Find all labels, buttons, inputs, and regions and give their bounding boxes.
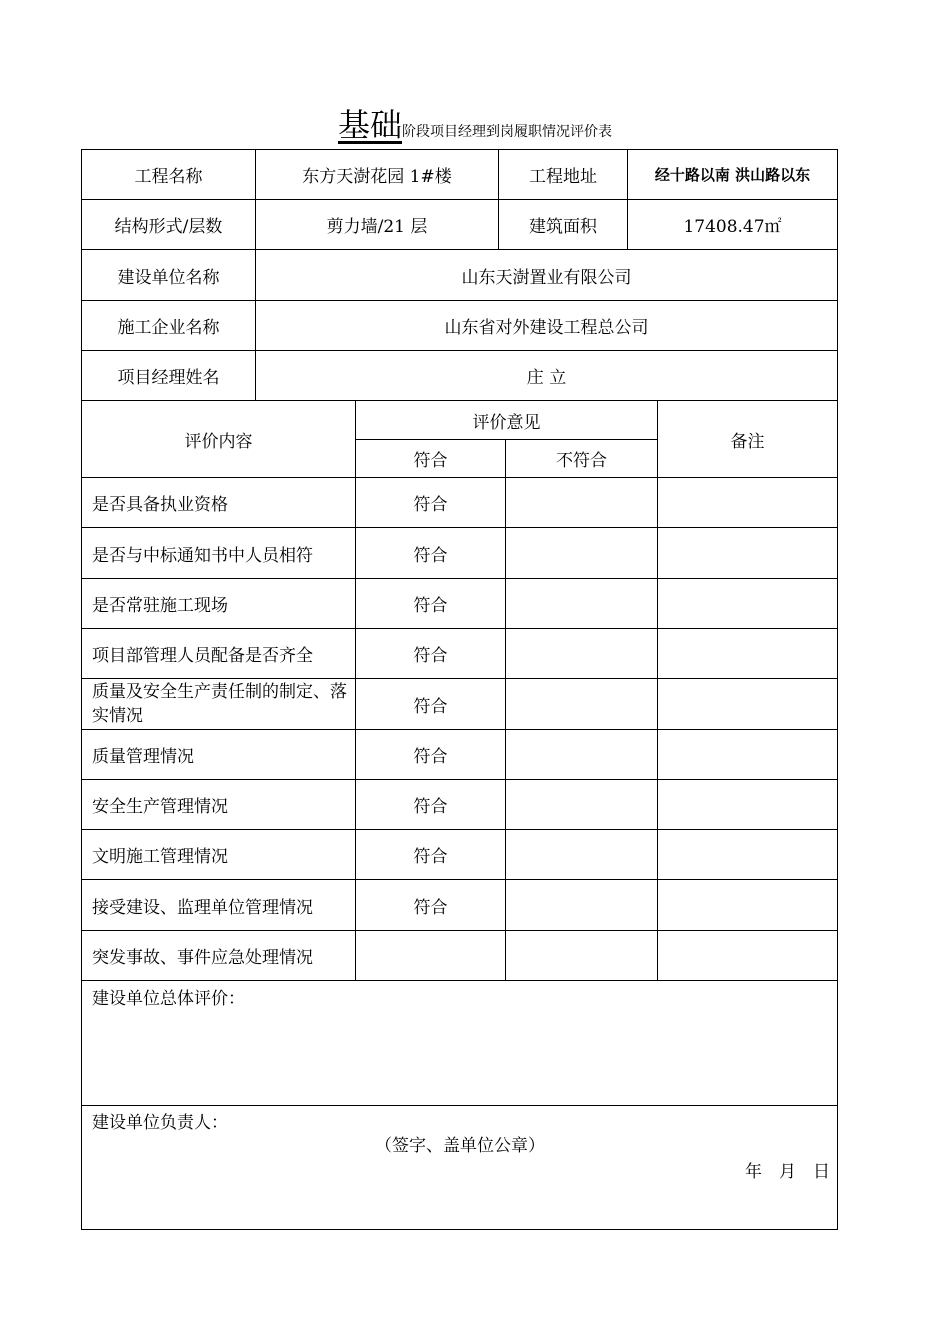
owner-label: 建设单位名称 bbox=[117, 267, 220, 288]
row-remark bbox=[658, 880, 837, 930]
title-suffix: 阶段项目经理到岗履职情况评价表 bbox=[402, 124, 612, 140]
signature-note: （签字、盖单位公章） bbox=[375, 1136, 545, 1156]
manager-label: 项目经理姓名 bbox=[117, 368, 220, 388]
row-item: 项目部管理人员配备是否齐全 bbox=[92, 646, 313, 666]
row-item: 质量管理情况 bbox=[92, 747, 194, 767]
owner-value: 山东天澍置业有限公司 bbox=[461, 267, 632, 288]
row-conform: 符合 bbox=[413, 797, 448, 817]
row-item: 是否具备执业资格 bbox=[92, 495, 228, 515]
nonconform-header: 不符合 bbox=[556, 451, 607, 471]
row-item: 突发事故、事件应急处理情况 bbox=[92, 948, 313, 968]
row-nonconform bbox=[506, 528, 657, 578]
grid-line bbox=[81, 1105, 838, 1106]
project-address-value: 经十路以南 洪山路以东 bbox=[654, 166, 811, 184]
row-item: 是否常驻施工现场 bbox=[92, 596, 228, 616]
row-conform: 符合 bbox=[413, 696, 448, 717]
row-nonconform bbox=[506, 579, 657, 628]
manager-value: 庄 立 bbox=[526, 368, 567, 388]
row-conform: 符合 bbox=[413, 897, 448, 918]
contractor-value: 山东省对外建设工程总公司 bbox=[444, 318, 649, 338]
row-nonconform bbox=[506, 830, 657, 879]
row-conform: 符合 bbox=[413, 596, 448, 616]
project-address-label: 工程地址 bbox=[529, 167, 597, 187]
overall-evaluation-label: 建设单位总体评价： bbox=[92, 989, 245, 1009]
row-nonconform bbox=[506, 730, 657, 779]
row-remark bbox=[658, 629, 837, 678]
row-conform: 符合 bbox=[413, 545, 448, 566]
row-remark bbox=[658, 478, 837, 527]
row-remark bbox=[658, 780, 837, 829]
contractor-label: 施工企业名称 bbox=[117, 318, 220, 338]
row-nonconform bbox=[506, 931, 657, 980]
row-remark bbox=[658, 679, 837, 729]
row-nonconform bbox=[506, 880, 657, 930]
area-label: 建筑面积 bbox=[529, 217, 597, 237]
structure-label: 结构形式/层数 bbox=[114, 217, 223, 237]
row-nonconform bbox=[506, 629, 657, 678]
row-conform: 符合 bbox=[413, 847, 448, 867]
row-item: 文明施工管理情况 bbox=[92, 847, 228, 867]
form-title bbox=[0, 100, 950, 146]
stage-title: 基础 bbox=[337, 106, 402, 144]
eval-opinion-header: 评价意见 bbox=[472, 412, 541, 433]
row-conform: 符合 bbox=[413, 747, 448, 767]
row-remark bbox=[658, 830, 837, 879]
row-nonconform bbox=[506, 780, 657, 829]
row-item: 接受建设、监理单位管理情况 bbox=[92, 897, 313, 918]
conform-header: 符合 bbox=[413, 451, 448, 471]
row-conform bbox=[356, 931, 505, 980]
eval-content-header: 评价内容 bbox=[184, 431, 253, 452]
project-name-label: 工程名称 bbox=[134, 167, 203, 187]
row-remark bbox=[658, 579, 837, 628]
row-conform: 符合 bbox=[413, 646, 448, 666]
row-remark bbox=[658, 528, 837, 578]
remark-header: 备注 bbox=[730, 431, 765, 452]
row-item: 安全生产管理情况 bbox=[92, 797, 228, 817]
row-remark bbox=[658, 931, 837, 980]
row-nonconform bbox=[506, 679, 657, 729]
structure-value: 剪力墙/21 层 bbox=[326, 217, 428, 237]
project-name-value: 东方天澍花园 1#楼 bbox=[302, 167, 452, 187]
signature-label: 建设单位负责人： bbox=[92, 1113, 228, 1133]
row-item: 是否与中标通知书中人员相符 bbox=[92, 545, 313, 566]
area-value: 17408.47㎡ bbox=[683, 217, 782, 237]
signature-date: 年 月 日 bbox=[745, 1162, 830, 1182]
grid-line bbox=[81, 980, 838, 981]
row-remark bbox=[658, 730, 837, 779]
row-conform: 符合 bbox=[413, 495, 448, 515]
row-item: 质量及安全生产责任制的制定、落实情况 bbox=[92, 682, 347, 726]
row-nonconform bbox=[506, 478, 657, 527]
